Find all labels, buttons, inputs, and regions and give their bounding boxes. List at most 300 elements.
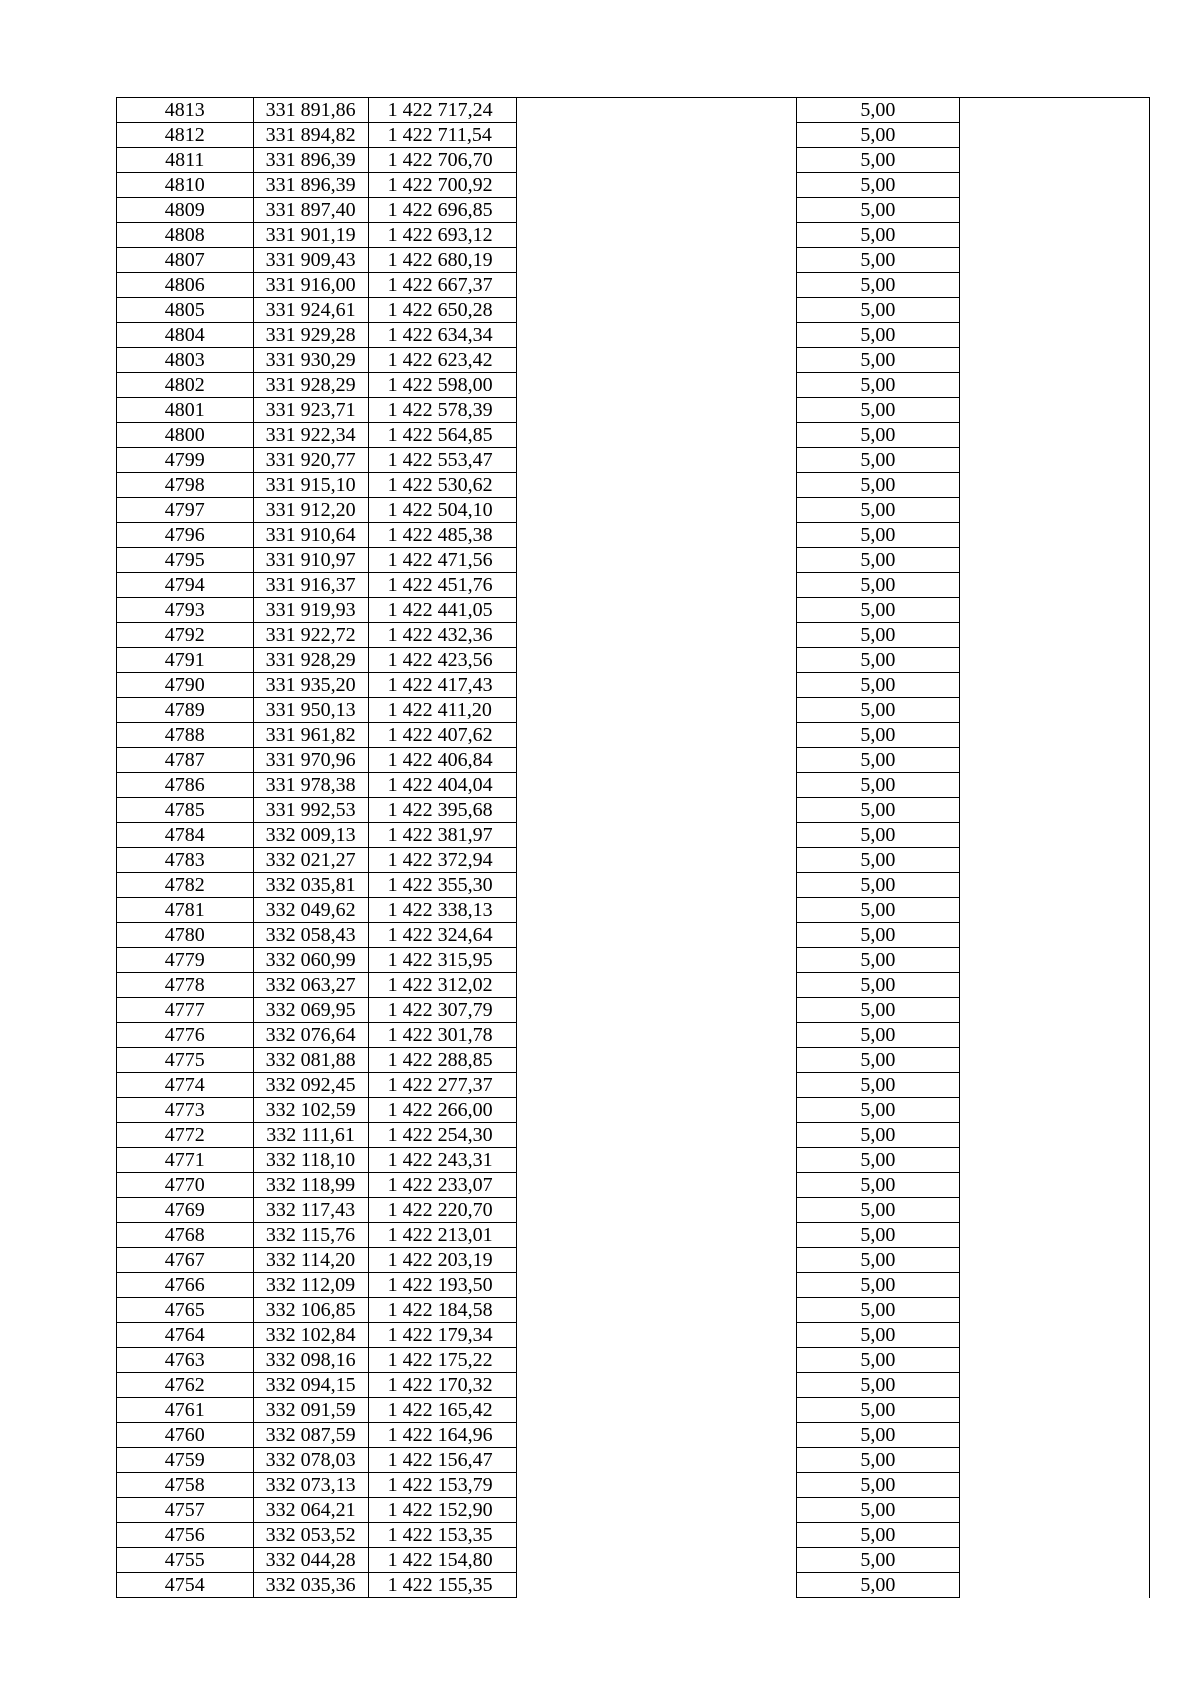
table-row [117, 1398, 1150, 1423]
empty-last-column-cell [960, 398, 1150, 423]
table-row [117, 1323, 1150, 1348]
x-coordinate-cell: 331 920,77 [253, 448, 368, 473]
empty-last-column-cell [960, 1323, 1150, 1348]
empty-column-cell [517, 1273, 796, 1298]
y-coordinate-cell: 1 422 650,28 [368, 298, 517, 323]
empty-column-cell [517, 1448, 796, 1473]
x-coordinate-cell: 331 910,64 [253, 523, 368, 548]
empty-last-column-cell [960, 1248, 1150, 1273]
point-number-cell: 4772 [117, 1123, 254, 1148]
point-number-cell: 4774 [117, 1073, 254, 1098]
point-number-cell: 4796 [117, 523, 254, 548]
empty-last-column-cell [960, 548, 1150, 573]
deviation-cell: 5,00 [796, 1498, 959, 1523]
table-row [117, 1573, 1150, 1598]
x-coordinate-cell: 331 916,00 [253, 273, 368, 298]
table-row [117, 348, 1150, 373]
table-row [117, 173, 1150, 198]
point-number-cell: 4811 [117, 148, 254, 173]
point-number-cell: 4786 [117, 773, 254, 798]
y-coordinate-cell: 1 422 152,90 [368, 1498, 517, 1523]
deviation-cell: 5,00 [796, 1198, 959, 1223]
point-number-cell: 4780 [117, 923, 254, 948]
empty-column-cell [517, 223, 796, 248]
empty-last-column-cell [960, 1023, 1150, 1048]
x-coordinate-cell: 332 081,88 [253, 1048, 368, 1073]
x-coordinate-cell: 331 897,40 [253, 198, 368, 223]
empty-last-column-cell [960, 1298, 1150, 1323]
deviation-cell: 5,00 [796, 998, 959, 1023]
empty-column-cell [517, 98, 796, 123]
x-coordinate-cell: 331 894,82 [253, 123, 368, 148]
point-number-cell: 4809 [117, 198, 254, 223]
table-row [117, 623, 1150, 648]
x-coordinate-cell: 331 992,53 [253, 798, 368, 823]
table-row [117, 798, 1150, 823]
table-row [117, 1423, 1150, 1448]
y-coordinate-cell: 1 422 153,79 [368, 1473, 517, 1498]
empty-column-cell [517, 998, 796, 1023]
deviation-cell: 5,00 [796, 448, 959, 473]
y-coordinate-cell: 1 422 312,02 [368, 973, 517, 998]
empty-last-column-cell [960, 323, 1150, 348]
empty-last-column-cell [960, 648, 1150, 673]
empty-column-cell [517, 1098, 796, 1123]
point-number-cell: 4770 [117, 1173, 254, 1198]
table-row [117, 448, 1150, 473]
deviation-cell: 5,00 [796, 1348, 959, 1373]
table-row [117, 1148, 1150, 1173]
x-coordinate-cell: 332 064,21 [253, 1498, 368, 1523]
point-number-cell: 4765 [117, 1298, 254, 1323]
deviation-cell: 5,00 [796, 1173, 959, 1198]
deviation-cell: 5,00 [796, 848, 959, 873]
table-row [117, 148, 1150, 173]
y-coordinate-cell: 1 422 667,37 [368, 273, 517, 298]
empty-last-column-cell [960, 1423, 1150, 1448]
empty-column-cell [517, 498, 796, 523]
y-coordinate-cell: 1 422 406,84 [368, 748, 517, 773]
x-coordinate-cell: 332 063,27 [253, 973, 368, 998]
x-coordinate-cell: 332 035,81 [253, 873, 368, 898]
y-coordinate-cell: 1 422 711,54 [368, 123, 517, 148]
y-coordinate-cell: 1 422 706,70 [368, 148, 517, 173]
point-number-cell: 4771 [117, 1148, 254, 1173]
point-number-cell: 4808 [117, 223, 254, 248]
x-coordinate-cell: 332 087,59 [253, 1423, 368, 1448]
empty-last-column-cell [960, 948, 1150, 973]
table-row [117, 1273, 1150, 1298]
empty-column-cell [517, 348, 796, 373]
empty-last-column-cell [960, 823, 1150, 848]
x-coordinate-cell: 331 922,72 [253, 623, 368, 648]
y-coordinate-cell: 1 422 717,24 [368, 98, 517, 123]
point-number-cell: 4787 [117, 748, 254, 773]
empty-column-cell [517, 648, 796, 673]
x-coordinate-cell: 331 915,10 [253, 473, 368, 498]
empty-column-cell [517, 298, 796, 323]
table-row [117, 423, 1150, 448]
point-number-cell: 4799 [117, 448, 254, 473]
empty-column-cell [517, 123, 796, 148]
point-number-cell: 4805 [117, 298, 254, 323]
empty-column-cell [517, 373, 796, 398]
deviation-cell: 5,00 [796, 1573, 959, 1598]
table-row [117, 1173, 1150, 1198]
table-row [117, 323, 1150, 348]
point-number-cell: 4783 [117, 848, 254, 873]
y-coordinate-cell: 1 422 254,30 [368, 1123, 517, 1148]
x-coordinate-cell: 331 919,93 [253, 598, 368, 623]
deviation-cell: 5,00 [796, 1523, 959, 1548]
empty-last-column-cell [960, 748, 1150, 773]
deviation-cell: 5,00 [796, 423, 959, 448]
deviation-cell: 5,00 [796, 1273, 959, 1298]
deviation-cell: 5,00 [796, 1298, 959, 1323]
empty-column-cell [517, 273, 796, 298]
point-number-cell: 4762 [117, 1373, 254, 1398]
deviation-cell: 5,00 [796, 1423, 959, 1448]
deviation-cell: 5,00 [796, 148, 959, 173]
empty-column-cell [517, 473, 796, 498]
empty-last-column-cell [960, 598, 1150, 623]
empty-column-cell [517, 1398, 796, 1423]
table-row [117, 848, 1150, 873]
deviation-cell: 5,00 [796, 798, 959, 823]
deviation-cell: 5,00 [796, 823, 959, 848]
point-number-cell: 4757 [117, 1498, 254, 1523]
y-coordinate-cell: 1 422 355,30 [368, 873, 517, 898]
empty-last-column-cell [960, 848, 1150, 873]
x-coordinate-cell: 331 910,97 [253, 548, 368, 573]
deviation-cell: 5,00 [796, 673, 959, 698]
deviation-cell: 5,00 [796, 398, 959, 423]
point-number-cell: 4784 [117, 823, 254, 848]
empty-last-column-cell [960, 1348, 1150, 1373]
x-coordinate-cell: 332 115,76 [253, 1223, 368, 1248]
deviation-cell: 5,00 [796, 1048, 959, 1073]
point-number-cell: 4795 [117, 548, 254, 573]
x-coordinate-cell: 332 044,28 [253, 1548, 368, 1573]
table-row [117, 898, 1150, 923]
x-coordinate-cell: 331 923,71 [253, 398, 368, 423]
table-row [117, 773, 1150, 798]
y-coordinate-cell: 1 422 154,80 [368, 1548, 517, 1573]
y-coordinate-cell: 1 422 164,96 [368, 1423, 517, 1448]
point-number-cell: 4776 [117, 1023, 254, 1048]
table-row [117, 298, 1150, 323]
empty-last-column-cell [960, 1198, 1150, 1223]
x-coordinate-cell: 331 928,29 [253, 648, 368, 673]
table-row [117, 1098, 1150, 1123]
deviation-cell: 5,00 [796, 123, 959, 148]
x-coordinate-cell: 331 891,86 [253, 98, 368, 123]
table-row [117, 548, 1150, 573]
empty-last-column-cell [960, 923, 1150, 948]
y-coordinate-cell: 1 422 203,19 [368, 1248, 517, 1273]
y-coordinate-cell: 1 422 184,58 [368, 1298, 517, 1323]
point-number-cell: 4761 [117, 1398, 254, 1423]
empty-column-cell [517, 723, 796, 748]
deviation-cell: 5,00 [796, 1448, 959, 1473]
empty-last-column-cell [960, 1398, 1150, 1423]
deviation-cell: 5,00 [796, 1123, 959, 1148]
deviation-cell: 5,00 [796, 1148, 959, 1173]
x-coordinate-cell: 331 912,20 [253, 498, 368, 523]
empty-last-column-cell [960, 523, 1150, 548]
point-number-cell: 4797 [117, 498, 254, 523]
empty-column-cell [517, 1223, 796, 1248]
x-coordinate-cell: 331 978,38 [253, 773, 368, 798]
empty-last-column-cell [960, 1473, 1150, 1498]
table-row [117, 1048, 1150, 1073]
y-coordinate-cell: 1 422 315,95 [368, 948, 517, 973]
empty-column-cell [517, 1348, 796, 1373]
empty-column-cell [517, 798, 796, 823]
empty-last-column-cell [960, 98, 1150, 123]
empty-column-cell [517, 1498, 796, 1523]
y-coordinate-cell: 1 422 277,37 [368, 1073, 517, 1098]
point-number-cell: 4789 [117, 698, 254, 723]
table-row [117, 1073, 1150, 1098]
empty-last-column-cell [960, 623, 1150, 648]
empty-column-cell [517, 1548, 796, 1573]
x-coordinate-cell: 331 930,29 [253, 348, 368, 373]
table-row [117, 373, 1150, 398]
empty-column-cell [517, 1573, 796, 1598]
point-number-cell: 4763 [117, 1348, 254, 1373]
table-row [117, 1198, 1150, 1223]
empty-column-cell [517, 1248, 796, 1273]
table-row [117, 873, 1150, 898]
empty-column-cell [517, 698, 796, 723]
deviation-cell: 5,00 [796, 873, 959, 898]
table-row [117, 1248, 1150, 1273]
table-row [117, 1498, 1150, 1523]
empty-last-column-cell [960, 498, 1150, 523]
deviation-cell: 5,00 [796, 298, 959, 323]
table-row [117, 1548, 1150, 1573]
table-row [117, 998, 1150, 1023]
empty-column-cell [517, 773, 796, 798]
y-coordinate-cell: 1 422 156,47 [368, 1448, 517, 1473]
y-coordinate-cell: 1 422 179,34 [368, 1323, 517, 1348]
point-number-cell: 4812 [117, 123, 254, 148]
empty-column-cell [517, 1048, 796, 1073]
empty-last-column-cell [960, 1273, 1150, 1298]
y-coordinate-cell: 1 422 553,47 [368, 448, 517, 473]
empty-column-cell [517, 1023, 796, 1048]
x-coordinate-cell: 332 117,43 [253, 1198, 368, 1223]
deviation-cell: 5,00 [796, 923, 959, 948]
table-row [117, 748, 1150, 773]
point-number-cell: 4768 [117, 1223, 254, 1248]
table-row [117, 1523, 1150, 1548]
x-coordinate-cell: 332 092,45 [253, 1073, 368, 1098]
x-coordinate-cell: 332 069,95 [253, 998, 368, 1023]
point-number-cell: 4807 [117, 248, 254, 273]
empty-column-cell [517, 1173, 796, 1198]
table-row [117, 1298, 1150, 1323]
empty-last-column-cell [960, 248, 1150, 273]
y-coordinate-cell: 1 422 623,42 [368, 348, 517, 373]
table-row [117, 923, 1150, 948]
deviation-cell: 5,00 [796, 173, 959, 198]
table-row [117, 473, 1150, 498]
x-coordinate-cell: 332 112,09 [253, 1273, 368, 1298]
y-coordinate-cell: 1 422 441,05 [368, 598, 517, 623]
y-coordinate-cell: 1 422 338,13 [368, 898, 517, 923]
empty-column-cell [517, 1198, 796, 1223]
y-coordinate-cell: 1 422 680,19 [368, 248, 517, 273]
point-number-cell: 4810 [117, 173, 254, 198]
table-row [117, 1373, 1150, 1398]
empty-column-cell [517, 1298, 796, 1323]
x-coordinate-cell: 331 928,29 [253, 373, 368, 398]
y-coordinate-cell: 1 422 432,36 [368, 623, 517, 648]
point-number-cell: 4777 [117, 998, 254, 1023]
y-coordinate-cell: 1 422 404,04 [368, 773, 517, 798]
x-coordinate-cell: 332 102,84 [253, 1323, 368, 1348]
empty-column-cell [517, 1523, 796, 1548]
empty-column-cell [517, 248, 796, 273]
deviation-cell: 5,00 [796, 1323, 959, 1348]
x-coordinate-cell: 332 091,59 [253, 1398, 368, 1423]
empty-last-column-cell [960, 973, 1150, 998]
deviation-cell: 5,00 [796, 498, 959, 523]
y-coordinate-cell: 1 422 213,01 [368, 1223, 517, 1248]
x-coordinate-cell: 332 102,59 [253, 1098, 368, 1123]
table-row [117, 1123, 1150, 1148]
empty-column-cell [517, 598, 796, 623]
point-number-cell: 4755 [117, 1548, 254, 1573]
y-coordinate-cell: 1 422 153,35 [368, 1523, 517, 1548]
empty-last-column-cell [960, 1048, 1150, 1073]
y-coordinate-cell: 1 422 233,07 [368, 1173, 517, 1198]
empty-column-cell [517, 923, 796, 948]
x-coordinate-cell: 331 935,20 [253, 673, 368, 698]
y-coordinate-cell: 1 422 564,85 [368, 423, 517, 448]
table-row [117, 723, 1150, 748]
x-coordinate-cell: 331 970,96 [253, 748, 368, 773]
point-number-cell: 4778 [117, 973, 254, 998]
deviation-cell: 5,00 [796, 273, 959, 298]
y-coordinate-cell: 1 422 634,34 [368, 323, 517, 348]
y-coordinate-cell: 1 422 175,22 [368, 1348, 517, 1373]
empty-last-column-cell [960, 348, 1150, 373]
table-row [117, 523, 1150, 548]
empty-last-column-cell [960, 873, 1150, 898]
coordinate-table-body [117, 98, 1150, 1598]
deviation-cell: 5,00 [796, 98, 959, 123]
table-row [117, 948, 1150, 973]
deviation-cell: 5,00 [796, 748, 959, 773]
point-number-cell: 4760 [117, 1423, 254, 1448]
table-row [117, 598, 1150, 623]
table-row [117, 248, 1150, 273]
table-row [117, 398, 1150, 423]
x-coordinate-cell: 331 909,43 [253, 248, 368, 273]
empty-last-column-cell [960, 1173, 1150, 1198]
deviation-cell: 5,00 [796, 523, 959, 548]
point-number-cell: 4785 [117, 798, 254, 823]
point-number-cell: 4792 [117, 623, 254, 648]
deviation-cell: 5,00 [796, 898, 959, 923]
point-number-cell: 4767 [117, 1248, 254, 1273]
deviation-cell: 5,00 [796, 198, 959, 223]
x-coordinate-cell: 332 118,99 [253, 1173, 368, 1198]
empty-column-cell [517, 198, 796, 223]
x-coordinate-cell: 332 049,62 [253, 898, 368, 923]
table-row [117, 673, 1150, 698]
empty-last-column-cell [960, 723, 1150, 748]
empty-last-column-cell [960, 898, 1150, 923]
table-row [117, 823, 1150, 848]
empty-column-cell [517, 148, 796, 173]
y-coordinate-cell: 1 422 411,20 [368, 698, 517, 723]
empty-last-column-cell [960, 1448, 1150, 1473]
y-coordinate-cell: 1 422 193,50 [368, 1273, 517, 1298]
x-coordinate-cell: 332 058,43 [253, 923, 368, 948]
y-coordinate-cell: 1 422 423,56 [368, 648, 517, 673]
empty-column-cell [517, 973, 796, 998]
x-coordinate-cell: 332 114,20 [253, 1248, 368, 1273]
deviation-cell: 5,00 [796, 948, 959, 973]
table-row [117, 273, 1150, 298]
point-number-cell: 4802 [117, 373, 254, 398]
x-coordinate-cell: 331 901,19 [253, 223, 368, 248]
y-coordinate-cell: 1 422 165,42 [368, 1398, 517, 1423]
y-coordinate-cell: 1 422 700,92 [368, 173, 517, 198]
x-coordinate-cell: 332 060,99 [253, 948, 368, 973]
point-number-cell: 4766 [117, 1273, 254, 1298]
empty-last-column-cell [960, 1548, 1150, 1573]
empty-column-cell [517, 848, 796, 873]
point-number-cell: 4793 [117, 598, 254, 623]
empty-column-cell [517, 1473, 796, 1498]
point-number-cell: 4758 [117, 1473, 254, 1498]
point-number-cell: 4773 [117, 1098, 254, 1123]
y-coordinate-cell: 1 422 220,70 [368, 1198, 517, 1223]
deviation-cell: 5,00 [796, 623, 959, 648]
y-coordinate-cell: 1 422 504,10 [368, 498, 517, 523]
y-coordinate-cell: 1 422 372,94 [368, 848, 517, 873]
table-row [117, 98, 1150, 123]
empty-last-column-cell [960, 698, 1150, 723]
empty-last-column-cell [960, 1223, 1150, 1248]
empty-last-column-cell [960, 423, 1150, 448]
empty-column-cell [517, 748, 796, 773]
y-coordinate-cell: 1 422 407,62 [368, 723, 517, 748]
point-number-cell: 4803 [117, 348, 254, 373]
empty-column-cell [517, 423, 796, 448]
deviation-cell: 5,00 [796, 973, 959, 998]
point-number-cell: 4804 [117, 323, 254, 348]
empty-last-column-cell [960, 373, 1150, 398]
deviation-cell: 5,00 [796, 348, 959, 373]
empty-last-column-cell [960, 1073, 1150, 1098]
point-number-cell: 4781 [117, 898, 254, 923]
x-coordinate-cell: 332 073,13 [253, 1473, 368, 1498]
deviation-cell: 5,00 [796, 648, 959, 673]
empty-last-column-cell [960, 773, 1150, 798]
table-row [117, 648, 1150, 673]
x-coordinate-cell: 331 916,37 [253, 573, 368, 598]
empty-column-cell [517, 173, 796, 198]
point-number-cell: 4798 [117, 473, 254, 498]
empty-column-cell [517, 873, 796, 898]
empty-column-cell [517, 1073, 796, 1098]
